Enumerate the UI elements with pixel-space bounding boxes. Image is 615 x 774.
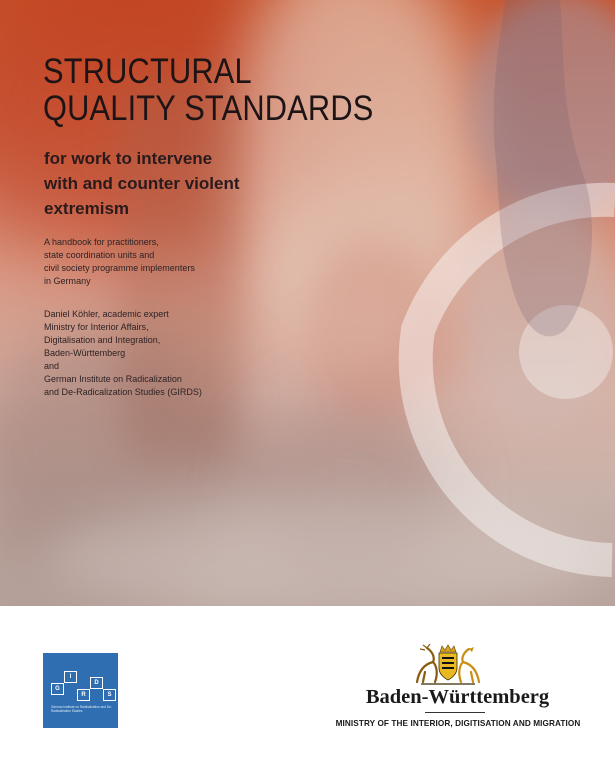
title-line: STRUCTURAL (43, 52, 252, 91)
description-line: in Germany (44, 276, 91, 287)
description-line: civil society programme implementers (44, 263, 195, 274)
author-line: Digitalisation and Integration, (44, 335, 161, 346)
author-line: and (44, 361, 60, 372)
authors-block (44, 308, 202, 399)
subtitle-line: for work to intervene (44, 149, 213, 168)
girds-logo (43, 653, 118, 728)
document-subtitle (44, 146, 240, 221)
title-line: QUALITY STANDARDS (43, 89, 374, 128)
logo-letter: G (51, 683, 64, 695)
handbook-description (44, 236, 195, 288)
description-line: A handbook for practitioners, (44, 237, 159, 248)
subtitle-line: with and counter violent (44, 174, 240, 193)
divider (425, 712, 485, 713)
logo-letter: R (77, 689, 90, 701)
coat-of-arms-icon (413, 644, 483, 686)
logo-letter: D (90, 677, 103, 689)
state-name: Baden-Württemberg (365, 686, 550, 708)
author-line: German Institute on Radicalization (44, 374, 182, 385)
ministry-name: MINISTRY OF THE INTERIOR, DIGITISATION AND MIGRATION (335, 719, 581, 728)
subtitle-line: extremism (44, 199, 130, 218)
author-line: Baden-Württemberg (44, 348, 126, 359)
logo-letter: S (103, 689, 116, 701)
author-line: Ministry for Interior Affairs, (44, 322, 149, 333)
author-line: Daniel Köhler, academic expert (44, 309, 169, 320)
logo-tagline: German Institute on Radicalization and De-Radicalization Studies (51, 705, 112, 713)
author-line: and De-Radicalization Studies (GIRDS) (44, 387, 202, 398)
logo-letter: I (64, 671, 77, 683)
hand-silhouette (494, 0, 592, 336)
document-title (43, 53, 373, 127)
description-line: state coordination units and (44, 250, 155, 261)
